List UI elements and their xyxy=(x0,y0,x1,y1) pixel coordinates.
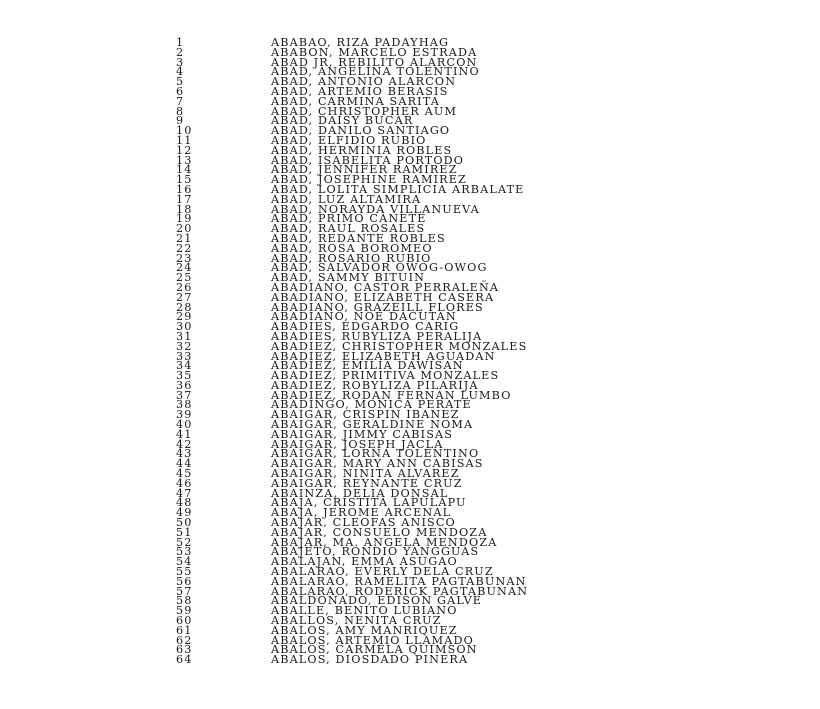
entry-name: ABALLOS, NENITA CRUZ xyxy=(271,614,442,628)
entry-name: ABAIGAR, LORNA TOLENTINO xyxy=(271,447,480,461)
entry-name: ABAJA, CRISTITA LAPULAPU xyxy=(271,496,467,510)
entry-number: 13 xyxy=(176,153,193,167)
entry-number: 42 xyxy=(176,437,193,451)
entry-name: ABADIANO, CASTOR PERRALEÑA xyxy=(271,280,500,294)
entry-number: 45 xyxy=(176,467,193,481)
entry-name: ABALOS, ARTEMIO LLAMADO xyxy=(271,633,474,647)
entry-number: 20 xyxy=(176,222,193,236)
entry-name: ABAIGAR, JOSEPH JACLA xyxy=(271,437,444,451)
entry-name: ABALARAO, RODERICK PAGTABUNAN xyxy=(271,584,529,598)
entry-number: 3 xyxy=(176,55,185,69)
entry-name: ABAD, DAISY BUCAR xyxy=(271,114,414,128)
entry-number: 34 xyxy=(176,359,193,373)
entry-number: 62 xyxy=(176,633,193,647)
entry-name: ABAD, LUZ ALTAMIRA xyxy=(271,192,422,206)
entry-number: 27 xyxy=(176,290,193,304)
entry-number: 15 xyxy=(176,173,193,187)
entry-number: 8 xyxy=(176,104,185,118)
entry-name: ABAJAR, CLEOFAS ANISCO xyxy=(271,516,456,530)
entry-name: ABAIGAR, NINITA ALVAREZ xyxy=(271,467,460,481)
entry-name: ABAJAR, MA. ANGELA MENDOZA xyxy=(271,535,498,549)
entry-number: 14 xyxy=(176,163,193,177)
entry-name: ABALOS, CARMELA QUIMSON xyxy=(271,643,478,657)
entry-name: ABAD, CARMINA SARITA xyxy=(271,94,440,108)
entry-number: 53 xyxy=(176,545,193,559)
entry-name: ABADIEZ, RODAN FERNAN LUMBO xyxy=(271,388,512,402)
entry-number: 31 xyxy=(176,329,193,343)
entry-name: ABADIANO, NOE DACUTAN xyxy=(271,310,457,324)
entry-name: ABALARAO, RAMELITA PAGTABUNAN xyxy=(271,574,527,588)
entry-number: 36 xyxy=(176,378,193,392)
entry-number: 48 xyxy=(176,496,193,510)
entry-name: ABADIEZ, ELIZABETH AGUADAN xyxy=(271,349,496,363)
entry-name: ABAJAR, CONSUELO MENDOZA xyxy=(271,525,488,539)
entry-number: 49 xyxy=(176,506,193,520)
entry-name: ABAD, JOSEPHINE RAMIREZ xyxy=(271,173,467,187)
entry-number: 50 xyxy=(176,516,193,530)
entry-name: ABAD, DANILO SANTIAGO xyxy=(271,124,451,138)
entry-name: ABAD, ELFIDIO RUBIO xyxy=(271,133,427,147)
entry-name: ABAJA, JEROME ARCENAL xyxy=(271,506,452,520)
entry-number: 35 xyxy=(176,369,193,383)
entry-number: 55 xyxy=(176,565,193,579)
entry-number: 39 xyxy=(176,408,193,422)
entry-name: ABABON, MARCELO ESTRADA xyxy=(271,45,478,59)
entry-name: ABAD JR, REBILITO ALARCON xyxy=(271,55,478,69)
entry-name: ABAD, REDANTE ROBLES xyxy=(271,231,446,245)
entry-name: ABAD, ANGELINA TOLENTINO xyxy=(271,65,480,79)
entry-number: 64 xyxy=(176,653,193,667)
entry-name: ABAD, JENNIFER RAMIREZ xyxy=(271,163,458,177)
name-list xyxy=(170,38,528,665)
entry-name: ABAIGAR, CRISPIN IBANEZ xyxy=(271,408,460,422)
entry-number: 54 xyxy=(176,555,193,569)
entry-number: 2 xyxy=(176,45,185,59)
entry-name: ABAD, RAUL ROSALES xyxy=(271,222,426,236)
entry-number: 44 xyxy=(176,457,193,471)
entry-name: ABALOS, DIOSDADO PINERA xyxy=(271,653,469,667)
entry-name: ABADIEZ, ROBYLIZA PILARIJA xyxy=(271,378,479,392)
entry-name: ABALLE, BENITO LUBIANO xyxy=(271,604,458,618)
entry-number: 4 xyxy=(176,65,185,79)
entry-name: ABAIGAR, REYNANTE CRUZ xyxy=(271,476,463,490)
entry-number: 17 xyxy=(176,192,193,206)
entry-number: 7 xyxy=(176,94,185,108)
entry-number: 5 xyxy=(176,75,185,89)
entry-number: 57 xyxy=(176,584,193,598)
entry-number: 63 xyxy=(176,643,193,657)
entry-name: ABADIANO, GRAZEILL FLORES xyxy=(271,300,484,314)
entry-number: 32 xyxy=(176,339,193,353)
entry-name: ABAD, ISABELITA PORTODO xyxy=(271,153,465,167)
entry-number: 38 xyxy=(176,398,193,412)
entry-name: ABAD, ANTONIO ALARCON xyxy=(271,75,457,89)
entry-name: ABADIANO, ELIZABETH CASERA xyxy=(271,290,495,304)
entry-name: ABAD, SAMMY BITUIN xyxy=(271,271,426,285)
entry-name: ABALARAO, EVERLY DELA CRUZ xyxy=(271,565,494,579)
entry-number: 58 xyxy=(176,594,193,608)
entry-name: ABALDONADO, EDISON GALVE xyxy=(271,594,483,608)
entry-name: ABAIGAR, GERALDINE NOMA xyxy=(271,418,474,432)
entry-number: 61 xyxy=(176,623,193,637)
entry-number: 60 xyxy=(176,614,193,628)
entry-number: 22 xyxy=(176,241,193,255)
entry-name: ABALAJAN, EMMA ASUGAO xyxy=(271,555,458,569)
entry-number: 12 xyxy=(176,143,193,157)
entry-number: 10 xyxy=(176,124,193,138)
entry-name: ABALOS, AMY MANRIQUEZ xyxy=(271,623,458,637)
entry-name: ABAD, ROSARIO RUBIO xyxy=(271,251,432,265)
entry-number: 47 xyxy=(176,486,193,500)
entry-name: ABAINZA, DELIA DONSAL xyxy=(271,486,449,500)
entry-number: 26 xyxy=(176,280,193,294)
entry-number: 56 xyxy=(176,574,193,588)
entry-name: ABADIES, EDGARDO CARIG xyxy=(271,320,460,334)
entry-name: ABAD, NORAYDA VILLANUEVA xyxy=(271,202,480,216)
entry-name: ABADIEZ, CHRISTOPHER MONZALES xyxy=(271,339,528,353)
entry-name: ABADINGO, MONICA PERATE xyxy=(271,398,472,412)
entry-name: ABADIEZ, EMILIA DAWISAN xyxy=(271,359,464,373)
entry-number: 25 xyxy=(176,271,193,285)
entry-name: ABAD, ROSA BOROMEO xyxy=(271,241,433,255)
entry-number: 46 xyxy=(176,476,193,490)
entry-name: ABAD, PRIMO CANETE xyxy=(271,212,427,226)
entry-number: 23 xyxy=(176,251,193,265)
entry-number: 19 xyxy=(176,212,193,226)
entry-number: 21 xyxy=(176,231,193,245)
entry-name: ABAD, CHRISTOPHER AUM xyxy=(271,104,458,118)
list-item xyxy=(170,655,528,665)
entry-name: ABAD, SALVADOR OWOG-OWOG xyxy=(271,261,488,275)
entry-number: 33 xyxy=(176,349,193,363)
entry-number: 51 xyxy=(176,525,193,539)
entry-name: ABAIGAR, JIMMY CABISAS xyxy=(271,427,454,441)
entry-number: 1 xyxy=(176,36,185,49)
entry-name: ABAD, LOLITA SIMPLICIA ARBALATE xyxy=(271,182,525,196)
entry-number: 52 xyxy=(176,535,193,549)
entry-number: 30 xyxy=(176,320,193,334)
entry-name: ABABAO, RIZA PADAYHAG xyxy=(271,36,450,49)
entry-number: 29 xyxy=(176,310,193,324)
entry-number: 16 xyxy=(176,182,193,196)
entry-name: ABAIGAR, MARY ANN CABISAS xyxy=(271,457,484,471)
entry-name: ABAD, HERMINIA ROBLES xyxy=(271,143,453,157)
entry-number: 43 xyxy=(176,447,193,461)
entry-number: 41 xyxy=(176,427,193,441)
entry-name: ABADIES, RUBYLIZA PERALIJA xyxy=(271,329,483,343)
entry-number: 18 xyxy=(176,202,193,216)
entry-name: ABAJETO, RONDIO YANGGUAS xyxy=(271,545,480,559)
entry-number: 11 xyxy=(176,133,193,147)
entry-number: 24 xyxy=(176,261,193,275)
entry-name: ABAD, ARTEMIO BERASIS xyxy=(271,84,449,98)
entry-number: 40 xyxy=(176,418,193,432)
entry-name: ABADIEZ, PRIMITIVA MONZALES xyxy=(271,369,500,383)
entry-number: 37 xyxy=(176,388,193,402)
entry-number: 6 xyxy=(176,84,185,98)
entry-number: 59 xyxy=(176,604,193,618)
entry-number: 9 xyxy=(176,114,185,128)
entry-number: 28 xyxy=(176,300,193,314)
